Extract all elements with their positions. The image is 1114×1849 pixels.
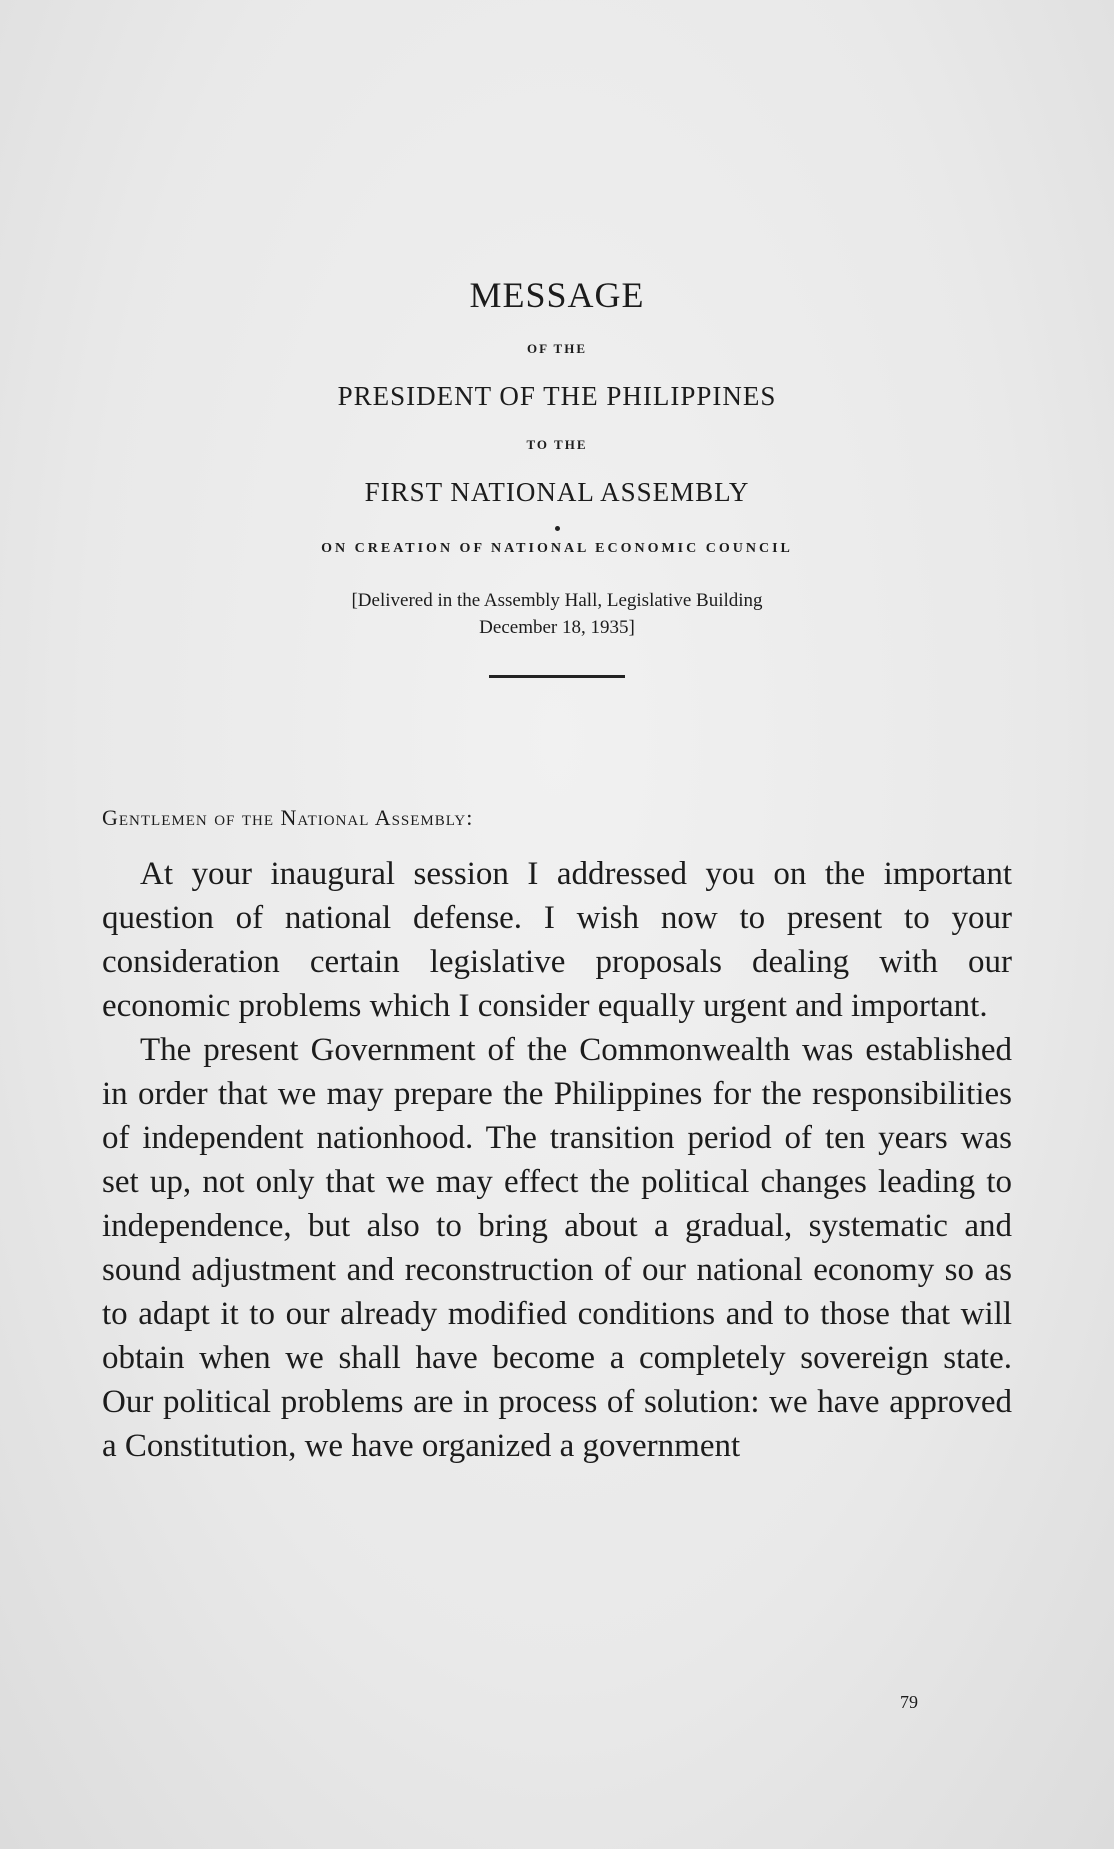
delivered-line-2: December 18, 1935] <box>479 617 635 638</box>
delivered-note <box>0 587 1114 641</box>
heading-topic: ON CREATION OF NATIONAL ECONOMIC COUNCIL <box>321 541 793 556</box>
body-text <box>102 852 1012 1468</box>
heading-title: MESSAGE <box>469 275 645 315</box>
page-number: 79 <box>900 1692 918 1712</box>
paragraph-2: The present Government of the Commonwealth was established in order that we may prepare the Philippines for the responsibilities of independent nationhood. The transition period of ten years was set up, not only that we may effect the political changes leading to independence, but also to bring about a gradual, systematic and sound adjustment and reconstruction of our national economy so as to adapt it to our already modified conditions and to those that will obtain when we shall have become a completely sovereign state. Our political problems are in process of solution: we have approved a Constitution, we have organized a government <box>102 1032 1012 1464</box>
heading-assembly: FIRST NATIONAL ASSEMBLY <box>364 477 750 507</box>
heading-to-the: TO THE <box>526 437 588 452</box>
delivered-line-1: [Delivered in the Assembly Hall, Legislative Building <box>351 590 763 611</box>
paragraph-1: At your inaugural session I addressed you on the important question of national defense. I wish now to present to your consideration certain legislative proposals dealing with our economic problems which I consider equally urgent and important. <box>102 856 1012 1024</box>
heading-divider <box>489 675 625 678</box>
heading-dot <box>555 526 560 531</box>
salutation: Gentlemen of the National Assembly: <box>102 805 474 830</box>
heading-of-the: OF THE <box>526 341 588 356</box>
message-heading <box>0 270 1114 678</box>
heading-president: PRESIDENT OF THE PHILIPPINES <box>337 381 777 411</box>
